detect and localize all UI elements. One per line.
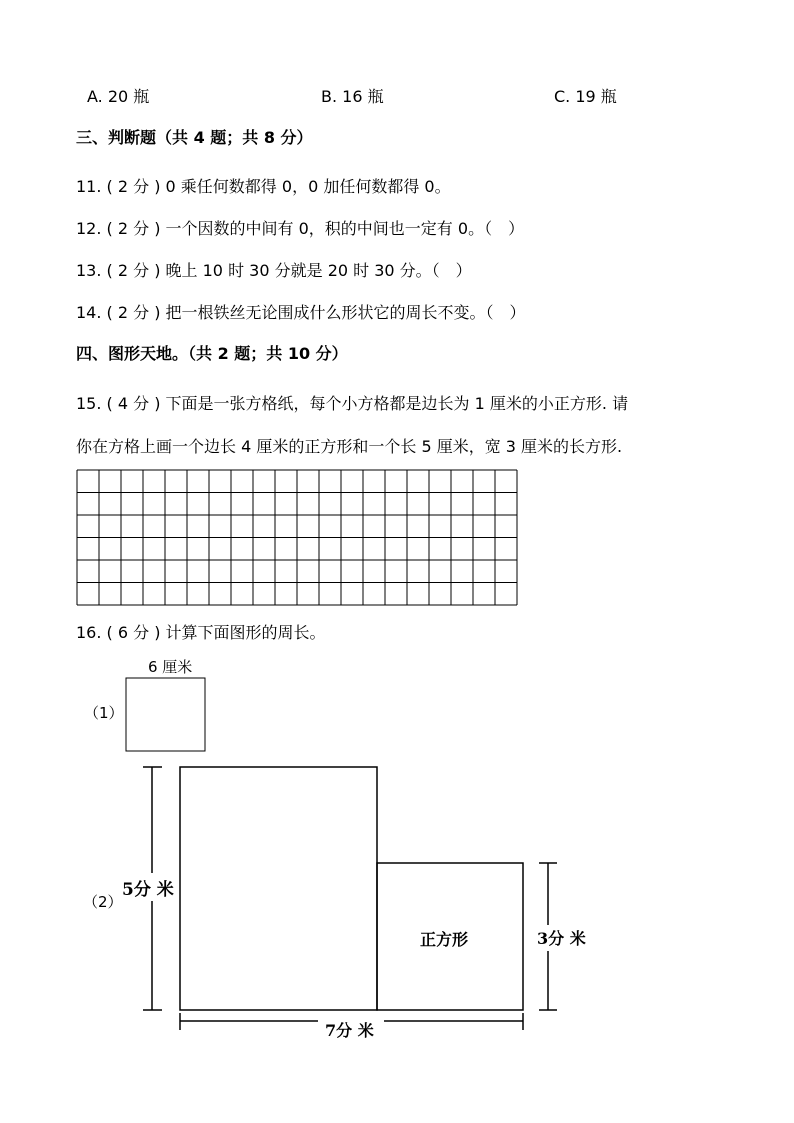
figure-2-number: （2）: [83, 893, 123, 911]
question-12: 12. ( 2 分 ) 一个因数的中间有 0，积的中间也一定有 0。（ ）: [76, 219, 525, 238]
square-label: 正方形: [420, 930, 469, 949]
figure-2: [0, 755, 794, 1055]
option-c: C. 19 瓶: [554, 87, 617, 106]
question-11: 11. ( 2 分 ) 0 乘任何数都得 0，0 加任何数都得 0。: [76, 177, 451, 196]
section3-title: 三、判断题（共 4 题；共 8 分）: [76, 128, 313, 147]
question-15-line1: 15. ( 4 分 ) 下面是一张方格纸，每个小方格都是边长为 1 厘米的小正方形. 请: [76, 394, 629, 413]
option-a: A. 20 瓶: [87, 87, 150, 106]
small-square: [126, 678, 205, 751]
grid-paper[interactable]: [76, 469, 518, 606]
question-15-line2: 你在方格上画一个边长 4 厘米的正方形和一个长 5 厘米，宽 3 厘米的长方形.: [76, 437, 623, 456]
question-14: 14. ( 2 分 ) 把一根铁丝无论围成什么形状它的周长不变。（ ）: [76, 303, 526, 322]
option-b: B. 16 瓶: [321, 87, 384, 106]
figure-1: [0, 640, 794, 755]
figure-1-side-label: 6 厘米: [148, 658, 193, 676]
rectangle-shape: [180, 767, 377, 1010]
height-label: 5分 米: [122, 880, 174, 900]
section4-title: 四、图形天地。（共 2 题；共 10 分）: [76, 344, 348, 363]
figure-1-number: （1）: [84, 704, 124, 722]
question-13: 13. ( 2 分 ) 晚上 10 时 30 分就是 20 时 30 分。（ ）: [76, 261, 472, 280]
question-16: 16. ( 6 分 ) 计算下面图形的周长。: [76, 623, 326, 642]
width-label: 7分 米: [325, 1021, 374, 1040]
square-side-label: 3分 米: [537, 929, 586, 948]
